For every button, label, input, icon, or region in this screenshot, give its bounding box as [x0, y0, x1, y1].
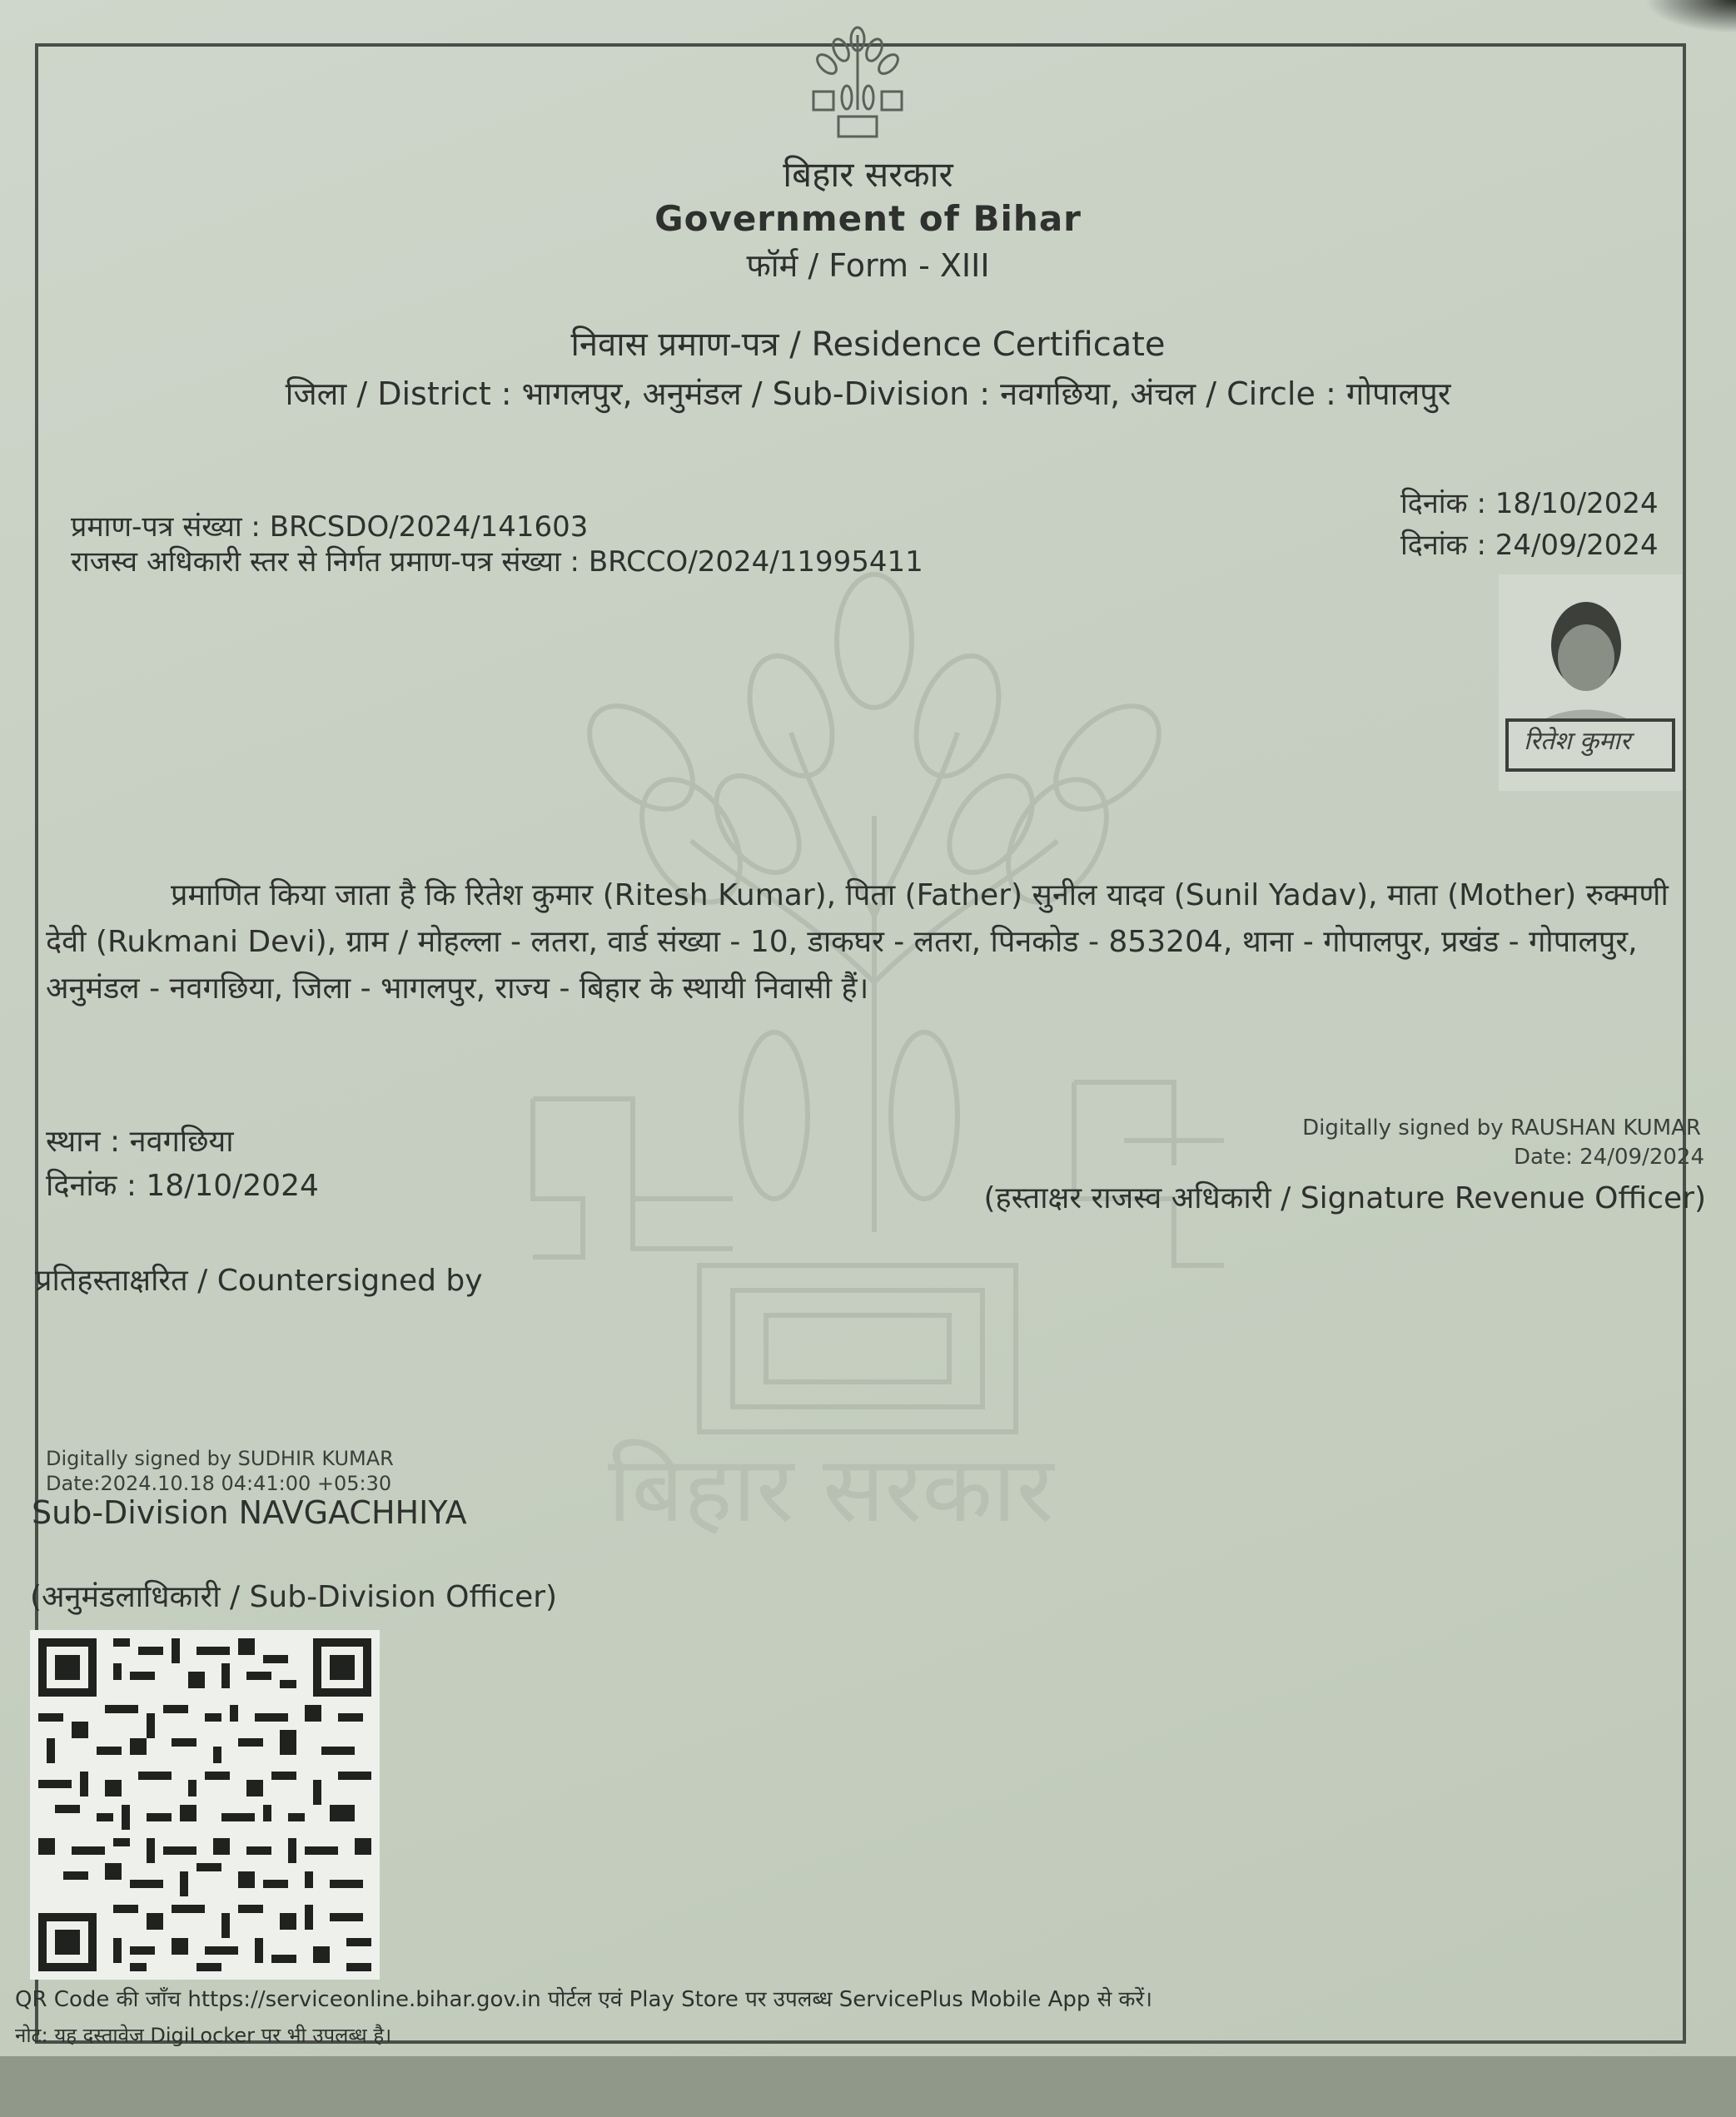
- place-date: दिनांक : 18/10/2024: [46, 1169, 319, 1203]
- place: स्थान : नवगछिया: [46, 1125, 234, 1159]
- watermark-text: बिहार सरकार: [608, 1436, 1054, 1543]
- title-english: Government of Bihar: [654, 198, 1082, 239]
- bihar-emblem-watermark: [508, 566, 1241, 1548]
- sub-division-office: Sub-Division NAVGACHHIYA: [32, 1494, 467, 1531]
- certificate-number: प्रमाण-पत्र संख्या : BRCSDO/2024/141603: [71, 510, 589, 544]
- digilocker-note: नोट: यह दस्तावेज DigiLocker पर भी उपलब्ध है।: [15, 2024, 392, 2047]
- certificate-title: निवास प्रमाण-पत्र / Residence Certificate: [570, 326, 1166, 364]
- bihar-emblem-icon: [795, 18, 920, 143]
- sdo-caption: (अनुमंडलाधिकारी / Sub-Division Officer): [30, 1580, 558, 1614]
- issue-date: दिनांक : 18/10/2024: [1400, 487, 1659, 520]
- location-line: जिला / District : भागलपुर, अनुमंडल / Sub-Division : नवगछिया, अंचल / Circle : गोपालपुर: [285, 375, 1451, 412]
- bottom-strip: [0, 2056, 1736, 2117]
- form-number: फॉर्म / Form - XIII: [746, 247, 990, 284]
- photo-signature: रितेश कुमार: [1524, 727, 1631, 756]
- revenue-certificate-number: राजस्व अधिकारी स्तर से निर्गत प्रमाण-पत्र संख्या : BRCCO/2024/11995411: [71, 545, 923, 579]
- title-hindi: बिहार सरकार: [783, 154, 953, 195]
- revenue-digital-date: Date: 24/09/2024: [1513, 1145, 1704, 1170]
- qr-verification-note: QR Code की जाँच https://serviceonline.bihar.gov.in पोर्टल एवं Play Store पर उपलब्ध ServicePlus Mobile App से करें।: [15, 1987, 1152, 2012]
- revenue-digital-signature: Digitally signed by RAUSHAN KUMAR: [1302, 1116, 1701, 1140]
- revenue-officer-caption: (हस्ताक्षर राजस्व अधिकारी / Signature Revenue Officer): [983, 1181, 1706, 1215]
- corner-shadow: [1644, 0, 1736, 33]
- sdo-digital-signature: Digitally signed by SUDHIR KUMAR: [46, 1447, 394, 1470]
- certificate-body: प्रमाणित किया जाता है कि रितेश कुमार (Ritesh Kumar), पिता (Father) सुनील यादव (Sunil Yadav), माता (Mother) रुक्मणी देवी (Rukmani Devi), ग्राम / मोहल्ला - लतरा, वार्ड संख्या - 10, डाकघर - लतरा, पिनकोड - 853204, थाना - गोपालपुर, प्रखंड - गोपालपुर, अनुमंडल - नवगछिया, जिला - भागलपुर, राज्य - बिहार के स्थायी निवासी हैं।: [46, 878, 1669, 1006]
- applicant-photo: [1499, 574, 1682, 791]
- revenue-date: दिनांक : 24/09/2024: [1400, 529, 1659, 562]
- countersigned-label: प्रतिहस्ताक्षरित / Countersigned by: [35, 1264, 483, 1298]
- qr-code[interactable]: [30, 1630, 380, 1980]
- sdo-digital-date: Date:2024.10.18 04:41:00 +05:30: [46, 1472, 392, 1495]
